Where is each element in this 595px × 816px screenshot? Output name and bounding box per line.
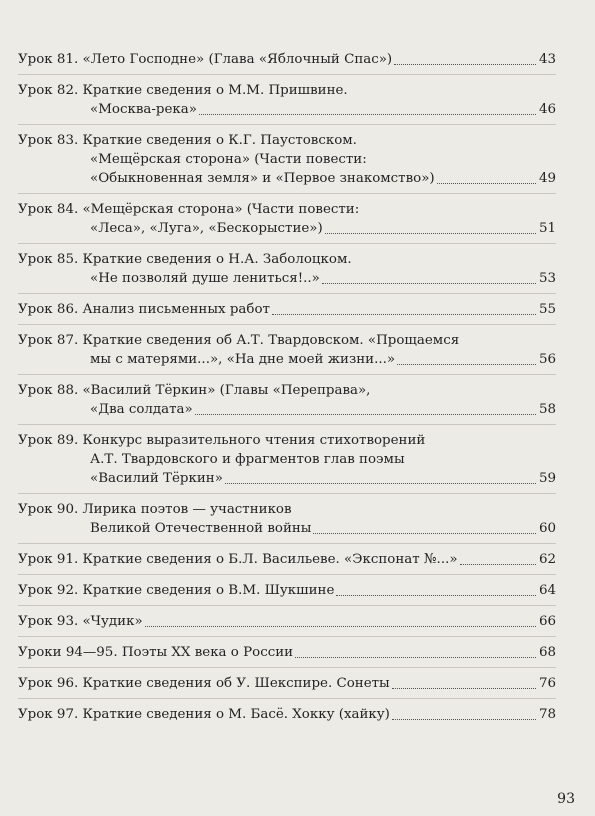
toc-entry-text: Урок 93. «Чудик»: [18, 614, 143, 629]
toc-entry-text: «Москва-река»: [90, 102, 197, 117]
toc-leader-dots: [322, 283, 536, 284]
toc-entry-text: Урок 91. Краткие сведения о Б.Л. Васильеве. «Экспонат №...»: [18, 552, 458, 567]
toc-entry-text: Урок 84. «Мещёрская сторона» (Части повести:: [18, 202, 360, 217]
toc-entry: [18, 200, 556, 238]
toc-entry: [18, 50, 556, 69]
toc-entry-text: Великой Отечественной войны: [90, 521, 312, 536]
toc-page-number: 55: [538, 302, 556, 317]
toc-entry-line: [18, 612, 556, 631]
toc-entry-line: [18, 400, 556, 419]
toc-entry-line: [18, 469, 556, 488]
toc-entry-text: «Мещёрская сторона» (Части повести:: [90, 152, 367, 167]
toc-entry-line: [18, 250, 556, 269]
toc-entry: [18, 581, 556, 600]
toc-leader-dots: [437, 183, 536, 184]
toc-entry-text: «Леса», «Луга», «Бескорыстие»): [90, 221, 323, 236]
toc-entry-text: мы с матерями...», «На дне моей жизни...»: [90, 352, 396, 367]
toc-leader-dots: [397, 364, 536, 365]
separator-line: [18, 605, 556, 606]
separator-line: [18, 543, 556, 544]
toc-entry-line: [18, 500, 556, 519]
toc-entry-text: Урок 88. «Василий Тёркин» (Главы «Переправа»,: [18, 383, 371, 398]
separator-line: [18, 424, 556, 425]
toc-entry: [18, 612, 556, 631]
separator-line: [18, 74, 556, 75]
toc-entry-text: Урок 85. Краткие сведения о Н.А. Заболоцком.: [18, 252, 352, 267]
toc-entry: [18, 674, 556, 693]
toc-leader-dots: [225, 483, 536, 484]
toc-entry-line: [18, 581, 556, 600]
page-number: 93: [557, 791, 575, 807]
toc-page-number: 43: [538, 52, 556, 67]
toc-leader-dots: [394, 64, 536, 65]
toc-entry-line: [18, 705, 556, 724]
toc-entry-text: Урок 92. Краткие сведения о В.М. Шукшине: [18, 583, 335, 598]
toc-entry-line: [18, 150, 556, 169]
toc-leader-dots: [295, 657, 536, 658]
separator-line: [18, 124, 556, 125]
toc-page-number: 62: [538, 552, 556, 567]
toc-page-number: 53: [538, 271, 556, 286]
toc-entry-line: [18, 81, 556, 100]
toc-page-number: 46: [538, 102, 556, 117]
toc-entry-text: «Василий Тёркин»: [90, 471, 223, 486]
toc-entry-line: [18, 50, 556, 69]
toc-page-number: 58: [538, 402, 556, 417]
toc-entry: [18, 131, 556, 188]
toc-leader-dots: [313, 533, 536, 534]
toc-leader-dots: [199, 114, 536, 115]
toc-entry-line: [18, 131, 556, 150]
toc-entry-line: [18, 100, 556, 119]
toc-entry-line: [18, 219, 556, 238]
toc-entry-line: [18, 331, 556, 350]
separator-line: [18, 374, 556, 375]
toc-page-number: 78: [538, 707, 556, 722]
toc-page-number: 60: [538, 521, 556, 536]
toc-page-number: 76: [538, 676, 556, 691]
toc-entry: [18, 431, 556, 488]
toc-entry-text: Уроки 94—95. Поэты XX века о России: [18, 645, 294, 660]
toc-entry-line: [18, 550, 556, 569]
toc-entry: [18, 81, 556, 119]
toc-page-number: 59: [538, 471, 556, 486]
toc-entry: [18, 250, 556, 288]
toc-page-number: 49: [538, 171, 556, 186]
toc-entry-line: [18, 381, 556, 400]
toc-entry-text: Урок 81. «Лето Господне» (Глава «Яблочный Спас»): [18, 52, 393, 67]
toc-leader-dots: [392, 688, 536, 689]
toc-entry-line: [18, 643, 556, 662]
toc-page-number: 66: [538, 614, 556, 629]
toc-entry: [18, 643, 556, 662]
toc-entry: [18, 550, 556, 569]
toc-leader-dots: [325, 233, 536, 234]
toc-leader-dots: [195, 414, 536, 415]
toc-leader-dots: [145, 626, 536, 627]
separator-line: [18, 574, 556, 575]
toc-entry-line: [18, 519, 556, 538]
toc-leader-dots: [392, 719, 536, 720]
toc-entry: [18, 500, 556, 538]
toc-page-number: 51: [538, 221, 556, 236]
table-of-contents: [18, 50, 556, 724]
separator-line: [18, 493, 556, 494]
toc-entry-text: Урок 83. Краткие сведения о К.Г. Паустовском.: [18, 133, 357, 148]
toc-page-number: 68: [538, 645, 556, 660]
toc-leader-dots: [272, 314, 536, 315]
separator-line: [18, 636, 556, 637]
toc-entry-text: Урок 87. Краткие сведения об А.Т. Твардовском. «Прощаемся: [18, 333, 460, 348]
toc-leader-dots: [336, 595, 536, 596]
toc-entry-text: «Два солдата»: [90, 402, 193, 417]
toc-entry: [18, 705, 556, 724]
toc-entry-text: Урок 82. Краткие сведения о М.М. Пришвине.: [18, 83, 348, 98]
toc-page-number: 64: [538, 583, 556, 598]
toc-entry-text: Урок 96. Краткие сведения об У. Шекспире. Сонеты: [18, 676, 390, 691]
toc-entry-line: [18, 300, 556, 319]
toc-entry-text: Урок 97. Краткие сведения о М. Басё. Хокку (хайку): [18, 707, 390, 722]
toc-entry-line: [18, 269, 556, 288]
toc-entry-text: Урок 86. Анализ письменных работ: [18, 302, 270, 317]
toc-entry-text: Урок 90. Лирика поэтов — участников: [18, 502, 292, 517]
toc-entry-line: [18, 674, 556, 693]
separator-line: [18, 698, 556, 699]
toc-entry-text: А.Т. Твардовского и фрагментов глав поэмы: [90, 452, 405, 467]
toc-entry-text: «Не позволяй душе лениться!..»: [90, 271, 320, 286]
toc-entry-line: [18, 431, 556, 450]
toc-page-number: 56: [538, 352, 556, 367]
toc-leader-dots: [460, 564, 536, 565]
toc-entry-line: [18, 450, 556, 469]
separator-line: [18, 243, 556, 244]
toc-entry-text: Урок 89. Конкурс выразительного чтения стихотворений: [18, 433, 426, 448]
separator-line: [18, 324, 556, 325]
toc-entry-text: «Обыкновенная земля» и «Первое знакомство»): [90, 171, 435, 186]
separator-line: [18, 293, 556, 294]
toc-entry-line: [18, 350, 556, 369]
toc-entry-line: [18, 169, 556, 188]
separator-line: [18, 193, 556, 194]
toc-entry: [18, 331, 556, 369]
separator-line: [18, 667, 556, 668]
toc-entry: [18, 381, 556, 419]
toc-entry: [18, 300, 556, 319]
toc-entry-line: [18, 200, 556, 219]
